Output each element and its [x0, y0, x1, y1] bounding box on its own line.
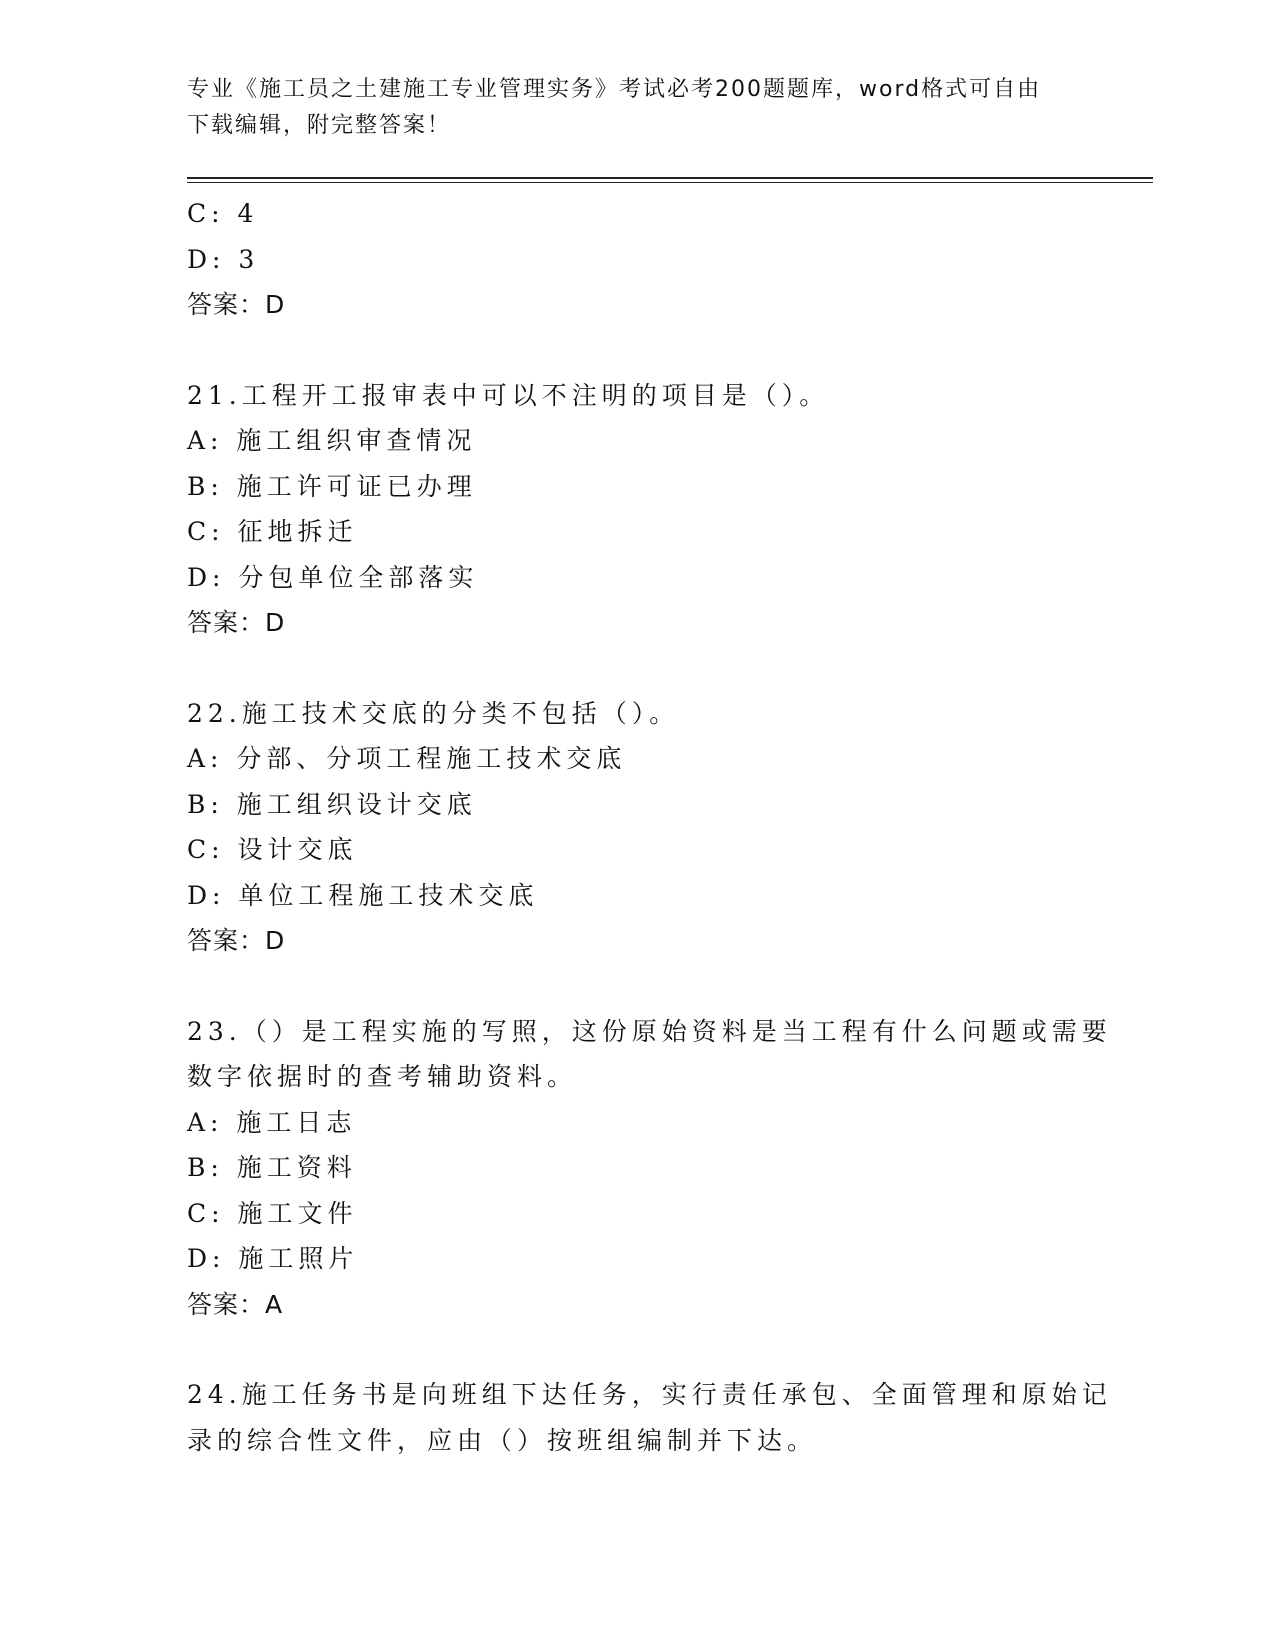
question-block — [187, 691, 1087, 964]
question-text: 24.施工任务书是向班组下达任务，实行责任承包、全面管理和原始记 — [187, 1380, 1112, 1409]
header-line: 专业《施工员之土建施工专业管理实务》考试必考200题题库，word格式可自由 — [187, 77, 1042, 102]
question-text: 21.工程开工报审表中可以不注明的项目是（）。 — [187, 380, 830, 410]
option-a: A: 施工日志 — [187, 1107, 357, 1137]
question-text: 23.（）是工程实施的写照，这份原始资料是当工程有什么问题或需要 — [187, 1016, 1112, 1046]
header-divider — [187, 177, 1153, 179]
option-d: D: 单位工程施工技术交底 — [187, 880, 539, 910]
option-c: C: 征地拆迁 — [187, 517, 358, 546]
question-text: 数字依据时的查考辅助资料。 — [187, 1062, 578, 1091]
answer: 答案：D — [187, 608, 286, 637]
option-d: D: 分包单位全部落实 — [187, 562, 479, 592]
option-c: C: 4 — [187, 199, 259, 228]
question-block — [187, 1372, 1112, 1463]
document-body — [187, 191, 1112, 1463]
question-block — [187, 1009, 1112, 1328]
header-line: 下载编辑，附完整答案！ — [187, 113, 452, 138]
answer: 答案：A — [187, 1289, 284, 1319]
option-a: A: 施工组织审查情况 — [187, 426, 477, 455]
answer: 答案：D — [187, 926, 286, 955]
question-text: 22.施工技术交底的分类不包括（）。 — [187, 698, 680, 728]
option-c: C: 施工文件 — [187, 1198, 358, 1228]
option-b: B: 施工资料 — [187, 1153, 357, 1182]
header-divider — [187, 182, 1153, 183]
answer: 答案：D — [187, 290, 286, 319]
page-header — [187, 72, 1087, 144]
option-d: D: 施工照片 — [187, 1244, 359, 1273]
option-b: B: 施工许可证已办理 — [187, 471, 477, 501]
question-block — [187, 373, 1087, 646]
question-text: 录的综合性文件，应由（）按班组编制并下达。 — [187, 1425, 818, 1455]
option-d: D: 3 — [187, 244, 260, 274]
option-a: A: 分部、分项工程施工技术交底 — [187, 744, 627, 773]
option-b: B: 施工组织设计交底 — [187, 789, 477, 819]
option-c: C: 设计交底 — [187, 835, 358, 864]
